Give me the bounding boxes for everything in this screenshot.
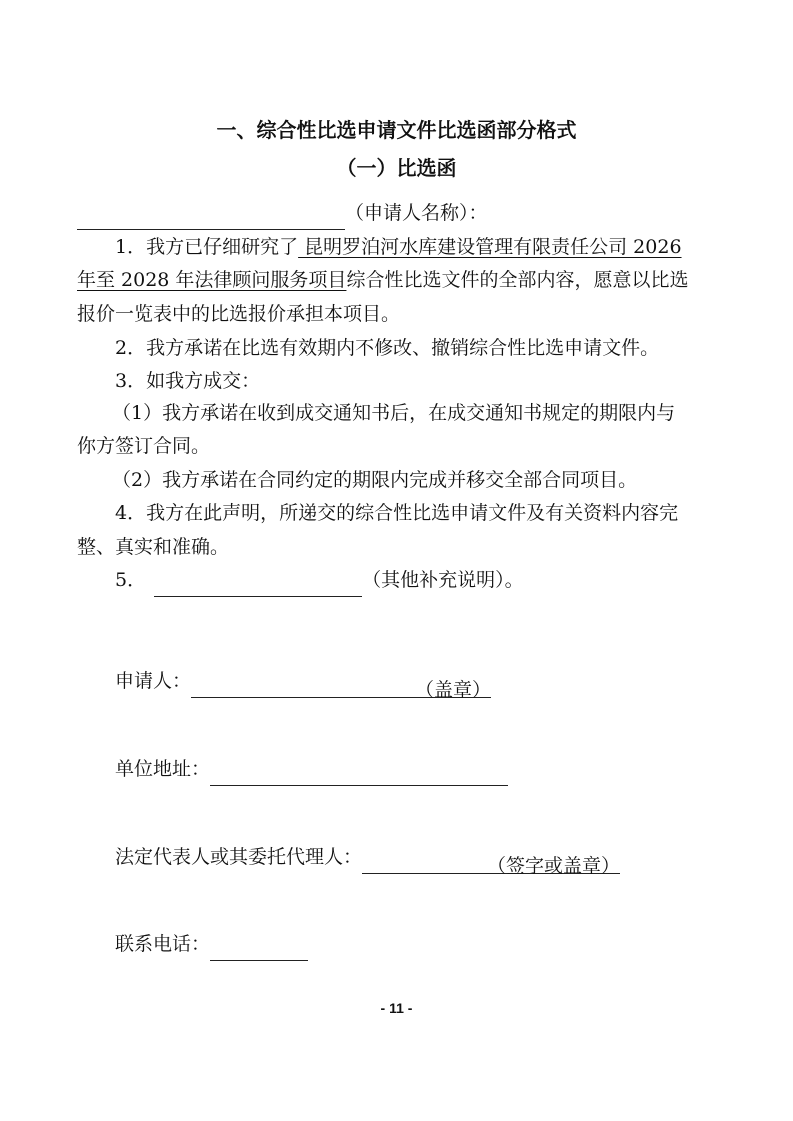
phone-blank[interactable]	[210, 936, 308, 961]
project-name-part1: 昆明罗泊河水库建设管理有限责任公司 2026	[298, 236, 682, 258]
phone-label: 联系电话：	[115, 933, 211, 955]
addressee-suffix: （申请人名称）：	[345, 202, 488, 224]
applicant-signature-line	[115, 664, 492, 701]
page-number: - 11 -	[380, 1000, 413, 1016]
phone-line	[115, 927, 308, 961]
document-title: 一、综合性比选申请文件比选函部分格式	[216, 118, 577, 142]
applicant-seal-note: （盖章）	[415, 679, 492, 701]
paragraph-4-line-1: 4．我方在此声明，所递交的综合性比选申请文件及有关资料内容完	[115, 502, 679, 524]
paragraph-5	[115, 563, 524, 597]
paragraph-3: 3．如我方成交：	[115, 370, 261, 392]
representative-label: 法定代表人或其委托代理人：	[115, 846, 363, 868]
paragraph-1-line-3: 报价一览表中的比选报价承担本项目。	[77, 303, 401, 325]
paragraph-4-line-2: 整、真实和准确。	[77, 536, 230, 558]
representative-blank[interactable]	[362, 849, 621, 877]
p1-prefix: 1．我方已仔细研究了	[115, 236, 299, 258]
address-blank[interactable]	[210, 761, 508, 786]
applicant-label: 申请人：	[115, 670, 192, 692]
address-label: 单位地址：	[115, 758, 211, 780]
applicant-name-blank[interactable]	[77, 205, 345, 230]
paragraph-1-line-2	[77, 263, 688, 297]
representative-sign-note: （签字或盖章）	[487, 855, 621, 877]
paragraph-3-1-line-1: （1）我方承诺在收到成交通知书后，在成交通知书规定的期限内与	[112, 402, 676, 424]
supplementary-blank[interactable]	[154, 572, 362, 597]
paragraph-3-2: （2）我方承诺在合同约定的期限内完成并移交全部合同项目。	[112, 469, 638, 491]
paragraph-3-1-line-2: 你方签订合同。	[77, 435, 211, 457]
paragraph-1-line-1	[115, 230, 682, 264]
paragraph-2: 2．我方承诺在比选有效期内不修改、撤销综合性比选申请文件。	[115, 337, 660, 359]
representative-line	[115, 840, 621, 877]
address-line	[115, 752, 508, 786]
p5-prefix: 5．	[115, 569, 147, 591]
p5-suffix: （其他补充说明）。	[362, 569, 524, 591]
applicant-blank[interactable]	[191, 673, 492, 701]
p1-rest: 综合性比选文件的全部内容，愿意以比选	[346, 269, 689, 291]
addressee-line	[77, 196, 488, 230]
project-name-part2: 年至 2028 年法律顾问服务项目	[77, 269, 347, 291]
section-subtitle: （一）比选函	[336, 156, 457, 180]
